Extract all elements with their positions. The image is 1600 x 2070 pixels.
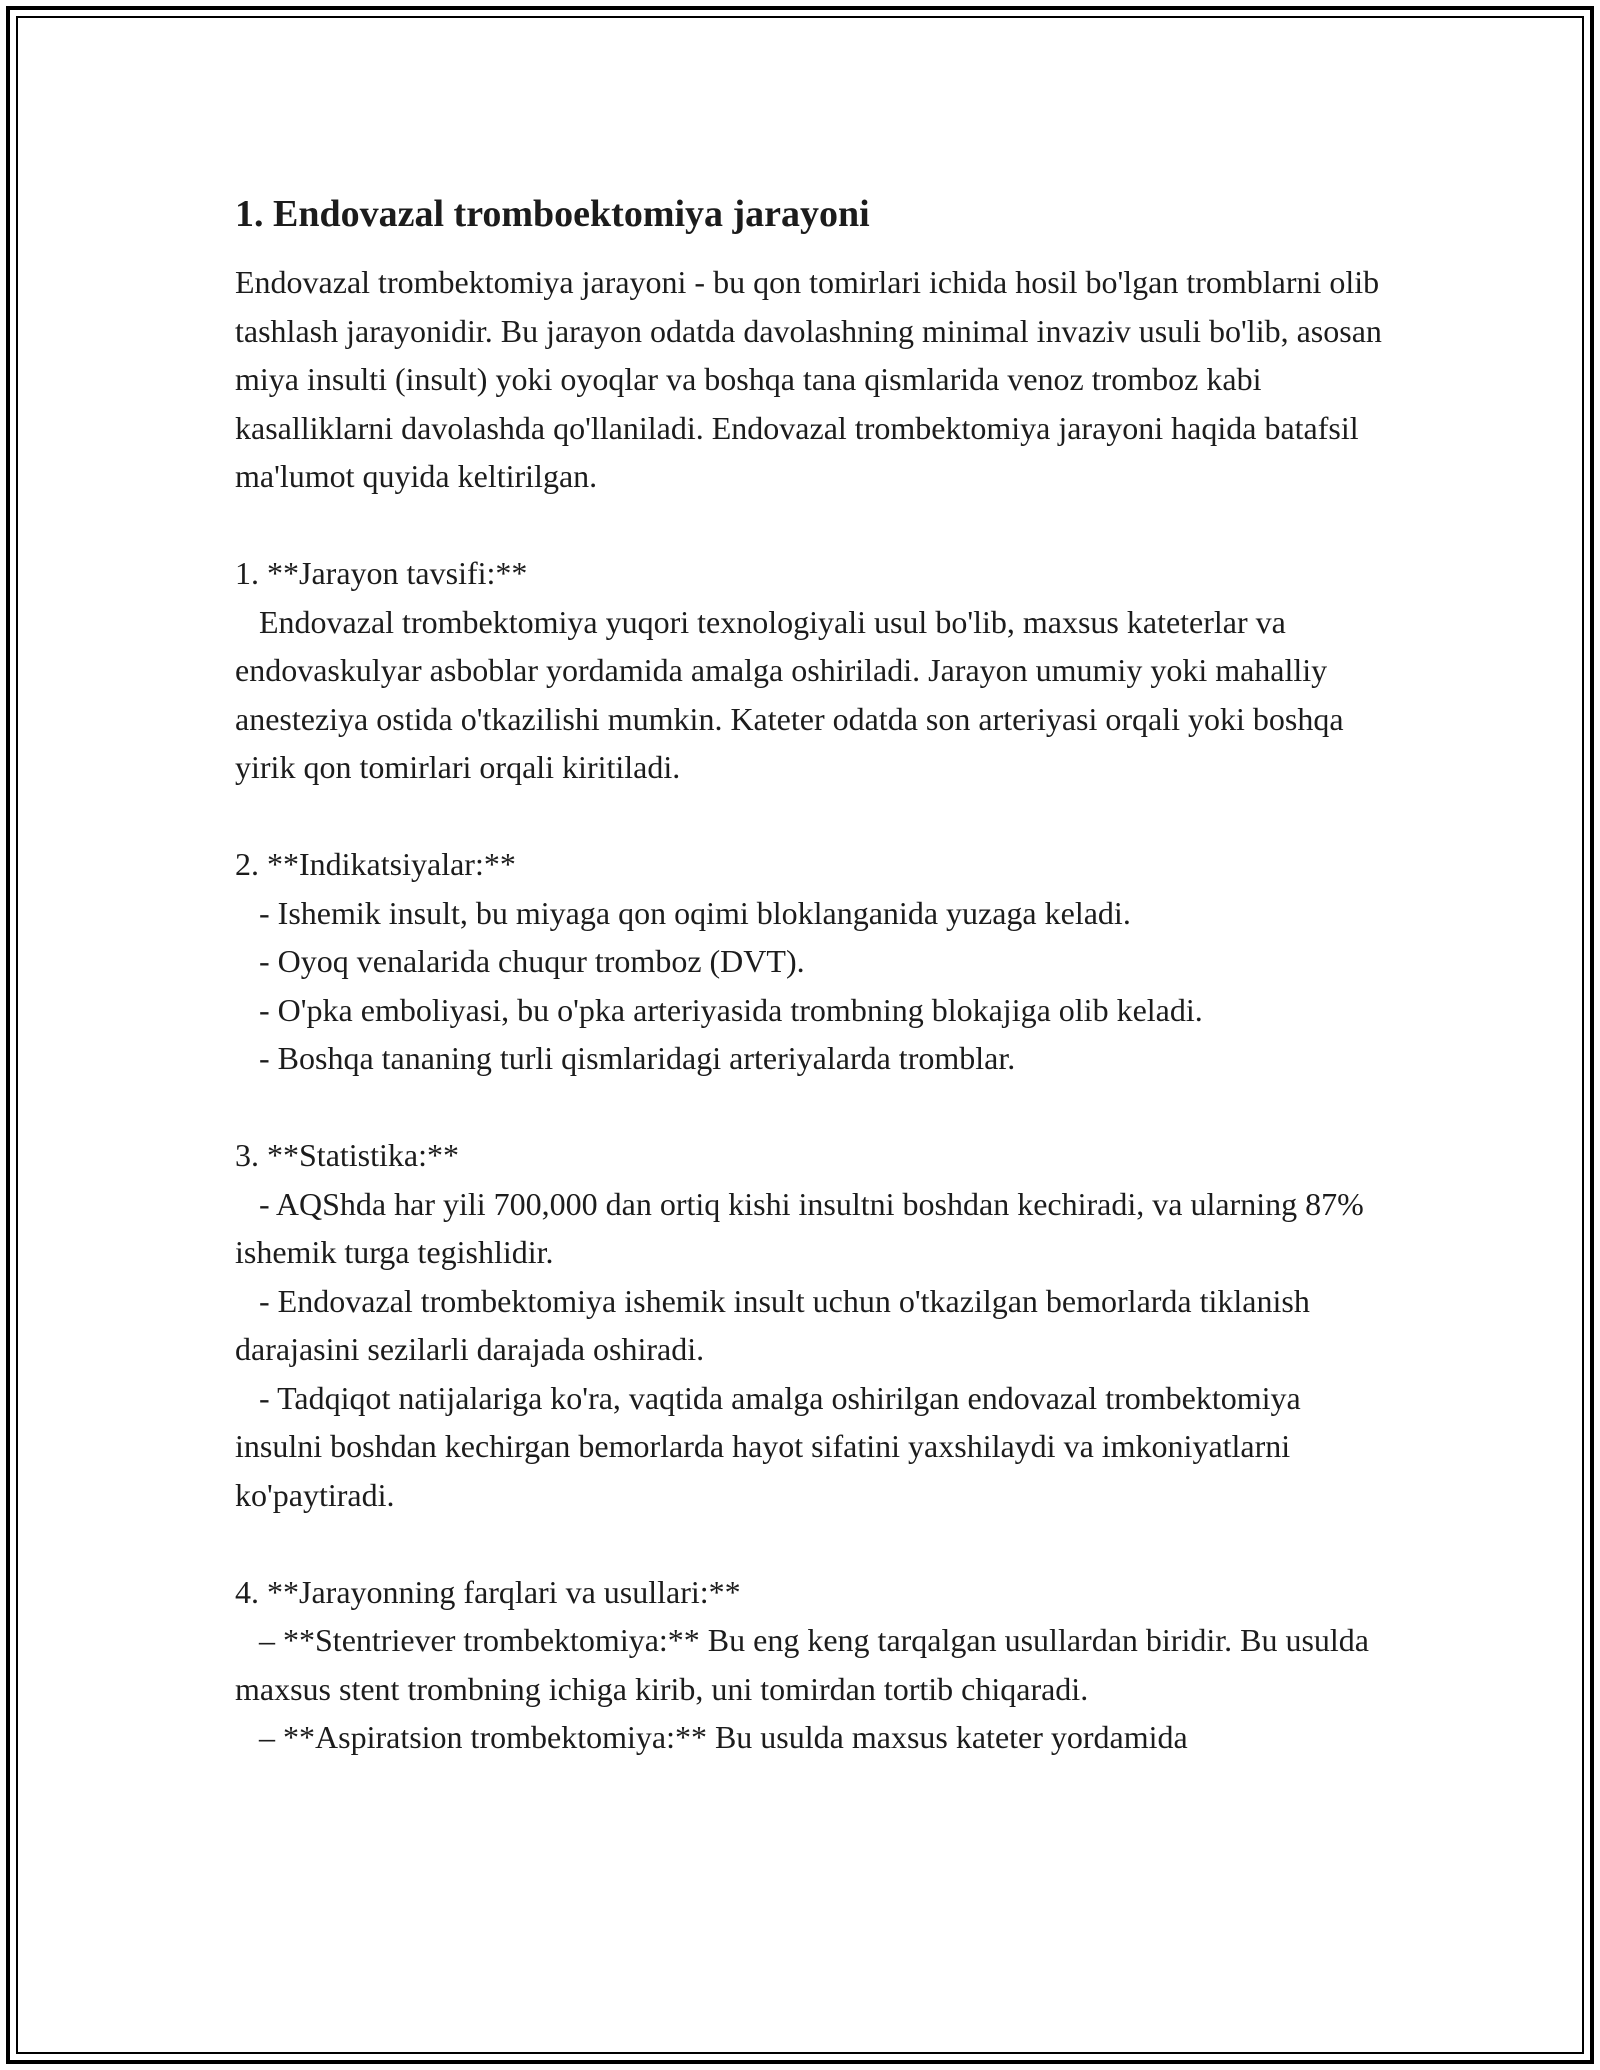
list-item: – **Stentriever trombektomiya:** Bu eng keng tarqalgan usullardan biridir. Bu usulda maxsus stent trombning ichiga kirib, uni tomirdan tortib chiqaradi. <box>235 1622 1377 1707</box>
section-description <box>235 549 1385 792</box>
section-methods <box>235 1568 1385 1762</box>
section-statistics <box>235 1131 1385 1519</box>
document-title: 1. Endovazal tromboektomiya jarayoni <box>235 193 870 235</box>
list-item: - O'pka emboliyasi, bu o'pka arteriyasida trombning blokajiga olib keladi. <box>235 991 1203 1028</box>
document-body <box>235 188 1385 1762</box>
list-item: - AQShda har yili 700,000 dan ortiq kishi insultni boshdan kechiradi, va ularning 87% ishemik turga tegishlidir. <box>235 1185 1372 1270</box>
list-item: – **Aspiratsion trombektomiya:** Bu usulda maxsus kateter yordamida <box>235 1719 1188 1755</box>
section-heading: 2. **Indikatsiyalar:** <box>235 846 516 882</box>
intro-paragraph: Endovazal trombektomiya jarayoni - bu qon tomirlari ichida hosil bo'lgan tromblarni olib tashlash jarayonidir. Bu jarayon odatda davolashning minimal invaziv usuli bo'lib, asosan miya insulti (insult) yoki oyoqlar va boshqa tana qismlarida venoz tromboz kabi kasalliklarni davolashda qo'llaniladi. Endovazal trombektomiya jarayoni haqida batafsil ma'lumot quyida keltirilgan. <box>235 264 1382 494</box>
list-item: - Endovazal trombektomiya ishemik insult uchun o'tkazilgan bemorlarda tiklanish darajasini sezilarli darajada oshiradi. <box>235 1282 1318 1367</box>
section-heading: 1. **Jarayon tavsifi:** <box>235 555 528 591</box>
list-item: - Tadqiqot natijalariga ko'ra, vaqtida amalga oshirilgan endovazal trombektomiya insulni boshdan kechirgan bemorlarda hayot sifatini yaxshilaydi va imkoniyatlarni ko'paytiradi. <box>235 1379 1309 1513</box>
section-heading: 3. **Statistika:** <box>235 1137 459 1173</box>
list-item: - Oyoq venalarida chuqur tromboz (DVT). <box>235 943 805 979</box>
section-heading: 4. **Jarayonning farqlari va usullari:** <box>235 1573 741 1610</box>
section-paragraph: Endovazal trombektomiya yuqori texnologiyali usul bo'lib, maxsus kateterlar va endovaskulyar asboblar yordamida amalga oshiriladi. Jarayon umumiy yoki mahalliy anesteziya ostida o'tkazilishi mumkin. Kateter odatda son arteriyasi orqali yoki boshqa yirik qon tomirlari orqali kiritiladi. <box>235 603 1352 785</box>
list-item: - Boshqa tananing turli qismlaridagi arteriyalarda tromblar. <box>235 1040 1016 1076</box>
section-indications <box>235 840 1385 1083</box>
list-item: - Ishemik insult, bu miyaga qon oqimi bloklanganida yuzaga keladi. <box>235 894 1131 931</box>
